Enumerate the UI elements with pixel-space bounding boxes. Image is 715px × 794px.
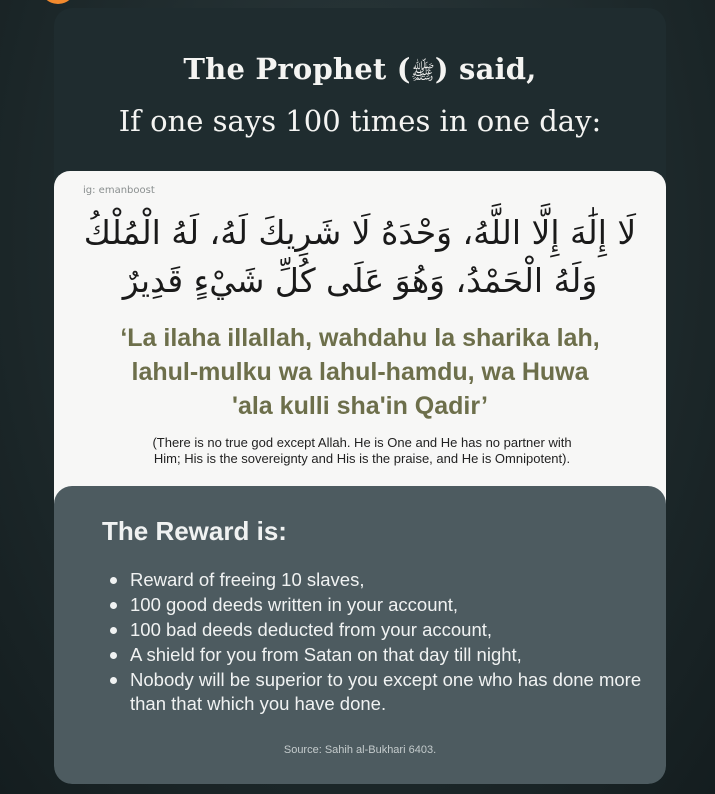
bullet-icon — [110, 627, 117, 634]
watermark: ig: emanboost — [83, 185, 155, 196]
reward-list — [102, 568, 642, 717]
translation-line: Him; His is the sovereignty and His is the praise, and He is Omnipotent). — [153, 451, 571, 466]
header — [54, 8, 666, 178]
reward-heading: The Reward is: — [102, 516, 287, 546]
dhikr-panel — [54, 171, 666, 511]
transliteration-line: 'ala kulli sha'in Qadir’ — [232, 392, 488, 420]
header-title — [54, 52, 666, 89]
reward-item-text: 100 bad deeds deducted from your account, — [130, 619, 493, 640]
reward-item — [102, 593, 642, 617]
arabic-line: وَلَهُ الْحَمْدُ، وَهُوَ عَلَى كُلِّ شَيْءٍ قَدِيرٌ — [122, 261, 598, 300]
translation — [102, 435, 622, 467]
bullet-icon — [110, 577, 117, 584]
header-title-prefix: The Prophet ( — [183, 52, 411, 86]
reward-item-text: A shield for you from Satan on that day till night, — [130, 644, 522, 665]
header-subtitle: If one says 100 times in one day: — [118, 104, 602, 138]
transliteration-line: lahul-mulku wa lahul-hamdu, wa Huwa — [131, 358, 589, 386]
honorific-calligraphy: ﷺ — [410, 60, 435, 84]
translation-line: (There is no true god except Allah. He is One and He has no partner with — [152, 435, 572, 450]
reward-item — [102, 568, 642, 592]
source-citation: Source: Sahih al-Bukhari 6403. — [283, 744, 437, 756]
bullet-icon — [110, 652, 117, 659]
reward-item — [102, 668, 642, 716]
arabic-text — [74, 209, 646, 305]
header-title-suffix: ) said, — [434, 52, 537, 86]
transliteration — [74, 321, 646, 423]
transliteration-line: ‘La ilaha illallah, wahdahu la sharika lah, — [120, 324, 600, 352]
bullet-icon — [110, 677, 117, 684]
reward-item-text: 100 good deeds written in your account, — [130, 594, 459, 615]
reward-item-text: Nobody will be superior to you except one who has done more than that which you have done. — [130, 669, 642, 714]
reward-item — [102, 643, 642, 667]
hadith-card — [54, 8, 666, 784]
reward-panel — [54, 486, 666, 784]
arabic-line: لَا إِلَٰهَ إِلَّا اللَّهُ، وَحْدَهُ لَا شَرِيكَ لَهُ، لَهُ الْمُلْكُ — [83, 213, 637, 252]
corner-accent — [40, 0, 76, 4]
reward-item — [102, 618, 642, 642]
bullet-icon — [110, 602, 117, 609]
reward-item-text: Reward of freeing 10 slaves, — [130, 569, 365, 590]
